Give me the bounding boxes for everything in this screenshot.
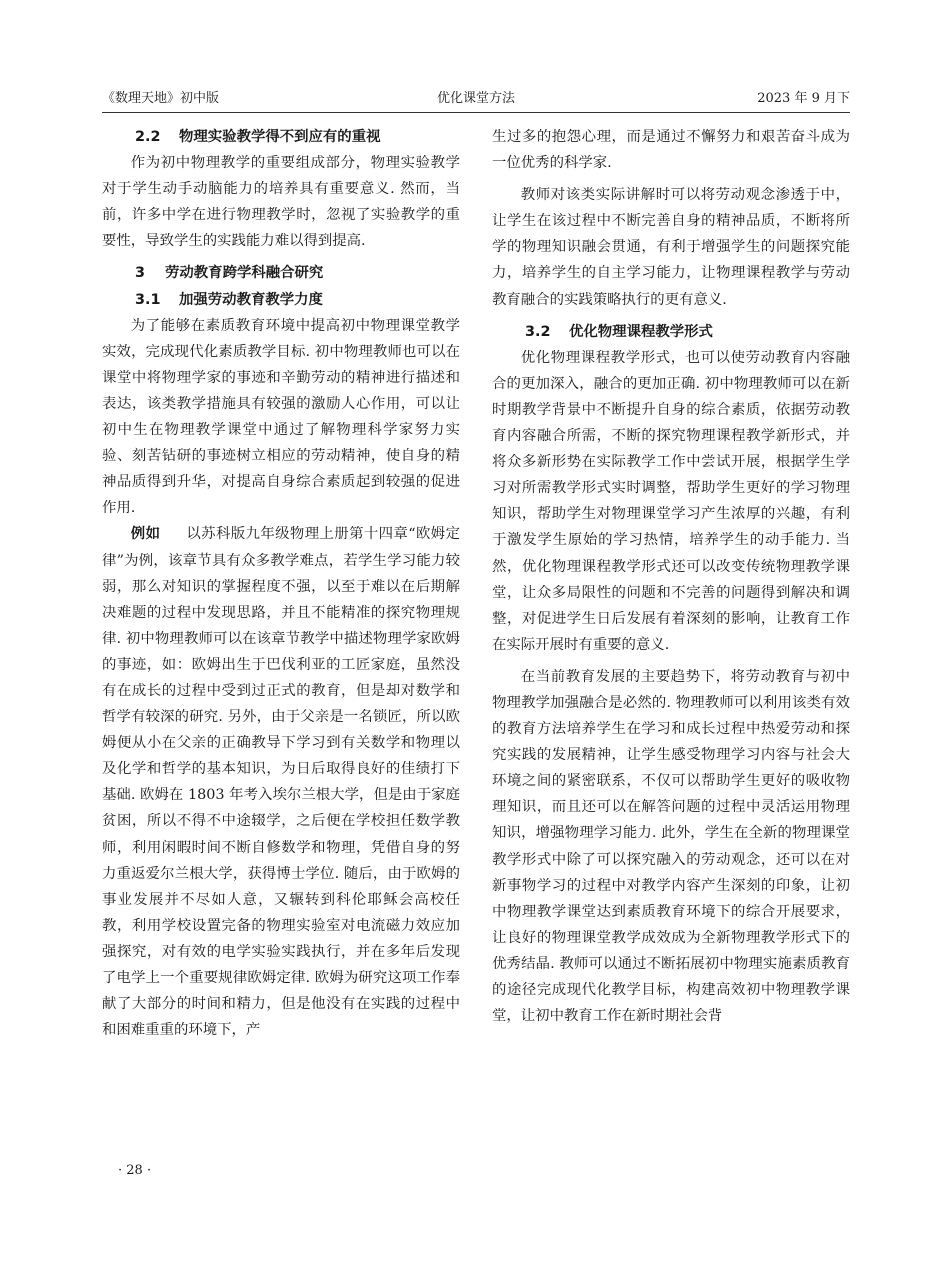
section-heading-3-2: 3.2 优化物理课程教学形式 — [525, 323, 713, 340]
right-column — [492, 124, 850, 1029]
section-heading-2-2: 2.2 物理实验教学得不到应有的重视 — [135, 129, 381, 145]
paragraph: 作为初中物理教学的重要组成部分，物理实验教学对于学生动手动脑能力的培养具有重要意义. 然而，当前，许多中学在进行物理教学时，忽视了实验教学的重要性，导致学生的实践能力难以得到提高. — [102, 155, 460, 250]
page-number: · 28 · — [118, 1163, 152, 1178]
issue-date: 2023 年 9 月下 — [757, 91, 850, 106]
paragraph: 为了能够在素质教育环境中提高初中物理课堂教学实效，完成现代化素质教学目标. 初中物理教师也可以在课堂中将物理学家的事迹和辛勤劳动的精神进行描述和表达，该类教学措施具有较强的激励人心作用，可以让初中生在物理教学课堂中通过了解物理科学家努力实验、刻苦钻研的事迹树立相应的劳动精神，使自身的精神品质得到升华，对提高自身综合素质起到较强的促进作用. — [102, 317, 460, 517]
left-column — [102, 124, 460, 1043]
header-rule — [102, 112, 850, 113]
paragraph: 在当前教育发展的主要趋势下，将劳动教育与初中物理教学加强融合是必然的. 物理教师可以利用该类有效的教育方法培养学生在学习和成长过程中热爱劳动和探究实践的发展精神，让学生感受物理学习内容与社会大环境之间的紧密联系，不仅可以帮助学生更好的吸收物理知识，而且还可以在解答问题的过程中灵活运用物理知识，增强物理学习能力. 此外，学生在全新的物理课堂教学形式中除了可以探究融入的劳动观念，还可以在对新事物学习的过程中对教学内容产生深刻的印象，让初中物理教学课堂达到素质教育环境下的综合开展要求，让良好的物理课堂教学成效成为全新物理教学形式下的优秀结晶. 教师可以通过不断拓展初中物理实施素质教育的途径完成现代化教学目标，构建高效初中物理教学课堂，让初中教育工作在新时期社会背 — [492, 668, 850, 1025]
running-header — [102, 88, 850, 110]
section-heading-3-1: 3.1 加强劳动教育教学力度 — [135, 291, 323, 308]
paragraph: 优化物理课程教学形式，也可以使劳动教育内容融合的更加深入，融合的更加正确. 初中物理教师可以在新时期教学背景中不断提升自身的综合素质，依据劳动教育内容融合所需，不断的探究物理课程教学新形式，并将众多新形势在实际教学工作中尝试开展，根据学生学习对所需教学形式实时调整，帮助学生更好的学习物理知识，帮助学生对物理课堂学习产生浓厚的兴趣，有利于激发学生原始的学习热情，培养学生的动手能力. 当然，优化物理课程教学形式还可以改变传统物理教学课堂，让众多局限性的问题和不完善的问题得到解决和调整，对促进学生日后发展有着深刻的影响，让教育工作在实际开展时有重要的意义. — [492, 349, 850, 653]
section-heading-3: 3 劳动教育跨学科融合研究 — [135, 265, 324, 282]
example-paragraph: 例如 以苏科版九年级物理上册第十四章“欧姆定律”为例，该章节具有众多教学难点，若学生学习能力较弱，那么对知识的掌握程度不强，以至于难以在后期解决难题的过程中发现思路，并且不能精准的探究物理规律. 初中物理教师可以在该章节教学中描述物理学家欧姆的事迹，如：欧姆出生于巴伐利亚的工匠家庭，虽然没有在成长的过程中受到过正式的教育，但是却对数学和哲学有较深的研究. 另外，由于父亲是一名锁匠，所以欧姆便从小在父亲的正确教导下学习到有关数学和物理以及化学和哲学的基本知识，为日后取得良好的佳绩打下基础. 欧姆在 1803 年考入埃尔兰根大学，但是由于家庭贫困，所以不得不中途辍学，之后便在学校担任数学教师，利用闲暇时间不断自修数学和物理，凭借自身的努力重返爱尔兰根大学，获得博士学位. 随后，由于欧姆的事业发展并不尽如人意，又辗转到科伦耶稣会高校任教，利用学校设置完备的物理实验室对电流磁力效应加强探究，对有效的电学实验实践执行，并在多年后发现了电学上一个重要规律欧姆定律. 欧姆为研究这项工作奉献了大部分的时间和精力，但是他没有在实践的过程中和困难重重的环境下，产 — [102, 526, 460, 1039]
journal-name: 《数理天地》初中版 — [102, 91, 220, 106]
paragraph: 教师对该类实际讲解时可以将劳动观念渗透于中，让学生在该过程中不断完善自身的精神品质，不断将所学的物理知识融会贯通，有利于增强学生的问题探究能力，培养学生的自主学习能力，让物理课程教学与劳动教育融合的实践策略执行的更有意义. — [492, 187, 850, 308]
example-label: 例如 — [130, 526, 161, 543]
section-category: 优化课堂方法 — [436, 91, 515, 106]
paragraph-continued: 生过多的抱怨心理，而是通过不懈努力和艰苦奋斗成为一位优秀的科学家. — [492, 129, 850, 172]
